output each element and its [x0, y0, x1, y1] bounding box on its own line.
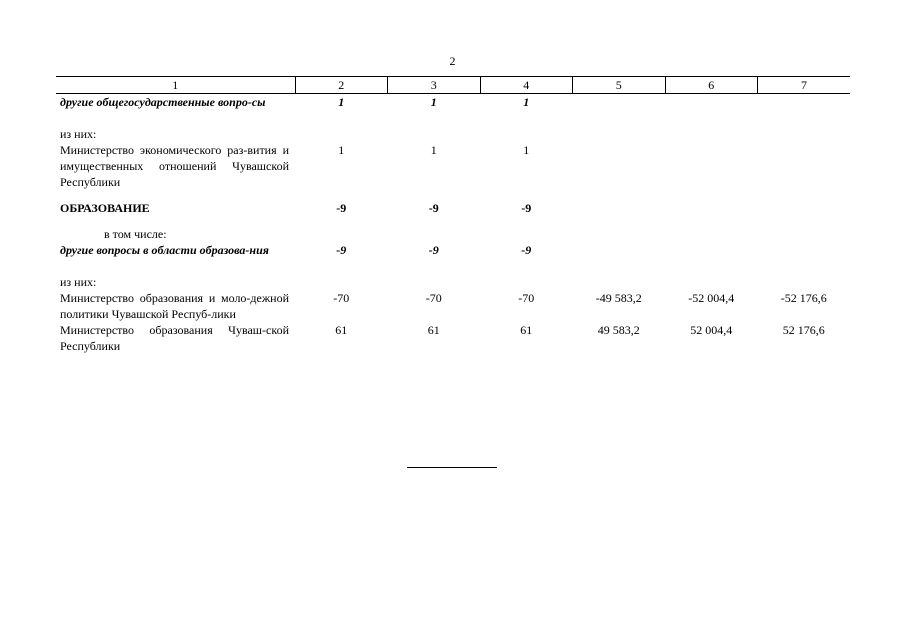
subheading-label: из них:: [60, 127, 97, 141]
value-cell-col-4: 1: [523, 95, 530, 109]
row-label: Министерство образования и моло-дежной политики Чувашской Респуб-лики: [60, 291, 289, 321]
category-row: [56, 94, 850, 111]
value-cell-col-7: [758, 142, 851, 190]
row-label: Министерство экономического раз-вития и имущественных отношений Чувашской Республики: [60, 143, 289, 189]
subheading-label: в том числе:: [104, 227, 167, 241]
spacer-cell: [56, 258, 850, 274]
value-cell-col-2: -70: [333, 291, 350, 305]
header-row: [56, 77, 850, 94]
value-cell-col-4: 61: [520, 323, 533, 337]
value-cell-col-5: [573, 200, 666, 216]
subheading-row: [56, 274, 850, 290]
column-header-6: 6: [665, 77, 758, 94]
budget-table: [56, 76, 850, 354]
value-cell-col-4: -70: [518, 291, 535, 305]
spacer-row: [56, 216, 850, 226]
spacer-cell: [56, 190, 850, 200]
value-cell-col-7: 52 176,6: [782, 323, 825, 337]
column-header-5: 5: [573, 77, 666, 94]
value-cell-col-5: [573, 242, 666, 258]
row-label: Министерство образования Чуваш-ской Республики: [60, 323, 289, 353]
row-label: ОБРАЗОВАНИЕ: [60, 201, 150, 215]
column-header-1: 1: [56, 77, 295, 94]
spacer-cell: [56, 216, 850, 226]
value-cell-col-5: 49 583,2: [597, 323, 640, 337]
value-cell-col-5: [573, 94, 666, 111]
value-cell-col-2: -9: [336, 201, 347, 215]
value-cell-col-6: -52 004,4: [688, 291, 735, 305]
item-row: [56, 290, 850, 322]
row-label: другие вопросы в области образова-ния: [60, 243, 269, 257]
subheading-label: из них:: [60, 275, 97, 289]
spacer-row: [56, 258, 850, 274]
section-row: [56, 200, 850, 216]
spacer-row: [56, 190, 850, 200]
category-row: [56, 242, 850, 258]
spacer-row: [56, 110, 850, 126]
value-cell-col-3: 1: [430, 95, 437, 109]
value-cell-col-2: 1: [338, 95, 345, 109]
row-label: другие общегосударственные вопро-сы: [60, 95, 266, 109]
subheading-row: [56, 226, 850, 242]
value-cell-col-7: [758, 242, 851, 258]
value-cell-col-5: [573, 142, 666, 190]
value-cell-col-3: -70: [425, 291, 442, 305]
page-number: 2: [449, 54, 456, 68]
table-header: [56, 77, 850, 94]
value-cell-col-5: -49 583,2: [595, 291, 642, 305]
table-body: [56, 94, 850, 355]
value-cell-col-7: [758, 200, 851, 216]
value-cell-col-6: [665, 94, 758, 111]
value-cell-col-2: 1: [338, 143, 345, 157]
column-header-3: 3: [388, 77, 481, 94]
item-row: [56, 322, 850, 354]
value-cell-col-4: -9: [521, 201, 532, 215]
value-cell-col-6: [665, 242, 758, 258]
value-cell-col-3: 61: [427, 323, 440, 337]
value-cell-col-4: -9: [521, 243, 532, 257]
value-cell-col-3: 1: [430, 143, 437, 157]
value-cell-col-7: [758, 94, 851, 111]
value-cell-col-6: 52 004,4: [690, 323, 733, 337]
value-cell-col-2: -9: [336, 243, 347, 257]
value-cell-col-2: 61: [335, 323, 348, 337]
column-header-7: 7: [758, 77, 851, 94]
value-cell-col-6: [665, 142, 758, 190]
value-cell-col-3: -9: [428, 243, 439, 257]
value-cell-col-4: 1: [523, 143, 530, 157]
value-cell-col-3: -9: [428, 201, 439, 215]
subheading-row: [56, 126, 850, 142]
value-cell-col-6: [665, 200, 758, 216]
value-cell-col-7: -52 176,6: [780, 291, 827, 305]
column-header-2: 2: [295, 77, 388, 94]
end-rule: [407, 467, 497, 468]
item-row: [56, 142, 850, 190]
spacer-cell: [56, 110, 850, 126]
column-header-4: 4: [480, 77, 573, 94]
